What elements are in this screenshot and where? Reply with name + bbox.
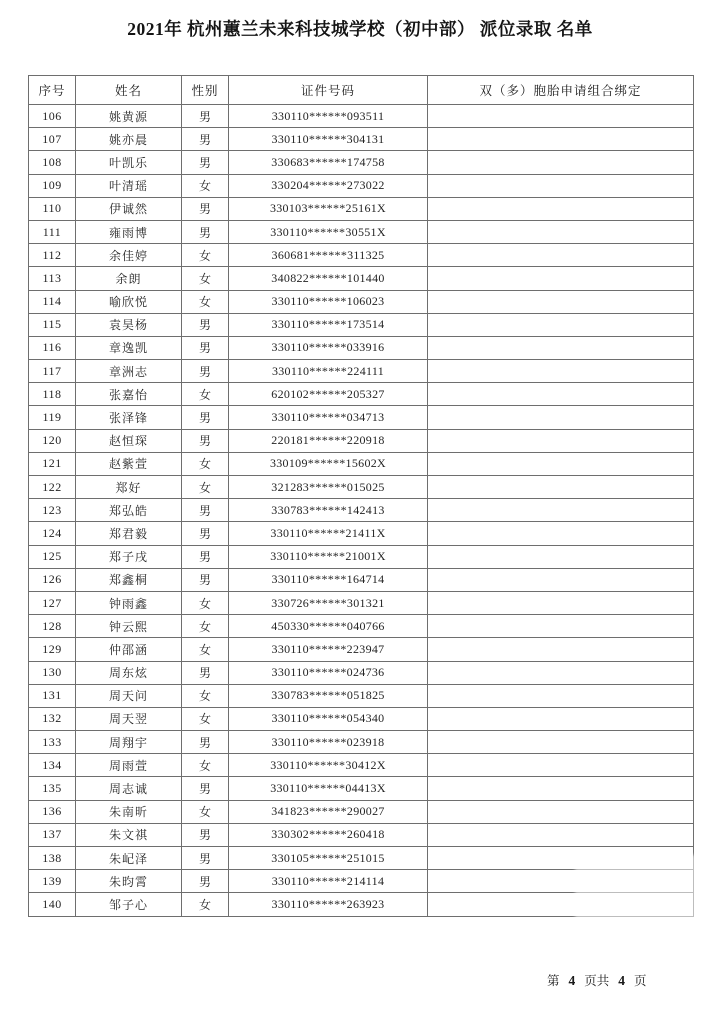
cell-twin-binding (428, 267, 694, 290)
cell-gender: 男 (182, 522, 229, 545)
cell-twin-binding (428, 499, 694, 522)
header-cell: 序号 (29, 76, 76, 105)
cell-gender: 女 (182, 638, 229, 661)
cell-student-name: 章逸凯 (76, 336, 182, 359)
cell-id-number: 330110******164714 (229, 568, 428, 591)
roster-table-body (29, 105, 694, 917)
cell-student-name: 郑好 (76, 476, 182, 499)
cell-gender: 男 (182, 128, 229, 151)
cell-twin-binding (428, 777, 694, 800)
table-row (29, 545, 694, 568)
cell-student-name: 赵紫萱 (76, 452, 182, 475)
cell-serial-number: 114 (29, 290, 76, 313)
cell-twin-binding (428, 128, 694, 151)
table-row (29, 568, 694, 591)
cell-id-number: 330110******304131 (229, 128, 428, 151)
watermark (588, 938, 698, 956)
cell-student-name: 章洲志 (76, 360, 182, 383)
cell-gender: 女 (182, 383, 229, 406)
cell-twin-binding (428, 197, 694, 220)
cell-student-name: 郑君毅 (76, 522, 182, 545)
table-row (29, 174, 694, 197)
cell-twin-binding (428, 290, 694, 313)
cell-id-number: 220181******220918 (229, 429, 428, 452)
cell-gender: 男 (182, 151, 229, 174)
table-row (29, 499, 694, 522)
cell-gender: 男 (182, 429, 229, 452)
cell-student-name: 朱文祺 (76, 823, 182, 846)
cell-id-number: 330683******174758 (229, 151, 428, 174)
cell-id-number: 321283******015025 (229, 476, 428, 499)
cell-serial-number: 130 (29, 661, 76, 684)
cell-id-number: 330110******106023 (229, 290, 428, 313)
cell-gender: 男 (182, 545, 229, 568)
table-row (29, 870, 694, 893)
cell-serial-number: 138 (29, 847, 76, 870)
cell-student-name: 郑鑫桐 (76, 568, 182, 591)
cell-student-name: 仲邵涵 (76, 638, 182, 661)
cell-id-number: 330110******214114 (229, 870, 428, 893)
cell-twin-binding (428, 893, 694, 916)
cell-id-number: 330110******21411X (229, 522, 428, 545)
cell-gender: 男 (182, 661, 229, 684)
cell-gender: 女 (182, 244, 229, 267)
table-row (29, 661, 694, 684)
table-row (29, 476, 694, 499)
cell-student-name: 周天翌 (76, 707, 182, 730)
cell-twin-binding (428, 244, 694, 267)
cell-twin-binding (428, 383, 694, 406)
cell-student-name: 钟雨鑫 (76, 591, 182, 614)
cell-serial-number: 125 (29, 545, 76, 568)
cell-gender: 男 (182, 105, 229, 128)
cell-serial-number: 108 (29, 151, 76, 174)
cell-student-name: 伊诚然 (76, 197, 182, 220)
cell-gender: 女 (182, 684, 229, 707)
cell-gender: 女 (182, 476, 229, 499)
cell-serial-number: 124 (29, 522, 76, 545)
footer-middle-label: 页共 (584, 974, 610, 988)
cell-student-name: 雍雨博 (76, 220, 182, 243)
cell-serial-number: 106 (29, 105, 76, 128)
cell-serial-number: 113 (29, 267, 76, 290)
cell-id-number: 330110******224111 (229, 360, 428, 383)
cell-twin-binding (428, 731, 694, 754)
cell-twin-binding (428, 754, 694, 777)
cell-id-number: 360681******311325 (229, 244, 428, 267)
table-row (29, 522, 694, 545)
cell-student-name: 朱昀霄 (76, 870, 182, 893)
cell-serial-number: 136 (29, 800, 76, 823)
cell-serial-number: 135 (29, 777, 76, 800)
header-row (29, 76, 694, 105)
table-row (29, 591, 694, 614)
cell-serial-number: 131 (29, 684, 76, 707)
cell-student-name: 姚黄源 (76, 105, 182, 128)
cell-twin-binding (428, 336, 694, 359)
cell-gender: 男 (182, 777, 229, 800)
cell-serial-number: 120 (29, 429, 76, 452)
table-row (29, 754, 694, 777)
cell-gender: 女 (182, 452, 229, 475)
cell-student-name: 郑子戌 (76, 545, 182, 568)
cell-id-number: 330110******034713 (229, 406, 428, 429)
cell-id-number: 330109******15602X (229, 452, 428, 475)
table-row (29, 220, 694, 243)
cell-gender: 女 (182, 615, 229, 638)
page-number-footer (544, 971, 650, 989)
cell-serial-number: 128 (29, 615, 76, 638)
cell-id-number: 341823******290027 (229, 800, 428, 823)
cell-gender: 男 (182, 499, 229, 522)
cell-id-number: 340822******101440 (229, 267, 428, 290)
cell-id-number: 330105******251015 (229, 847, 428, 870)
cell-id-number: 330302******260418 (229, 823, 428, 846)
cell-twin-binding (428, 429, 694, 452)
table-row (29, 893, 694, 916)
cell-twin-binding (428, 847, 694, 870)
roster-table-header (29, 76, 694, 105)
cell-gender: 男 (182, 870, 229, 893)
cell-serial-number: 126 (29, 568, 76, 591)
cell-twin-binding (428, 568, 694, 591)
cell-gender: 男 (182, 847, 229, 870)
cell-twin-binding (428, 174, 694, 197)
table-row (29, 800, 694, 823)
table-row (29, 452, 694, 475)
table-row (29, 313, 694, 336)
cell-serial-number: 127 (29, 591, 76, 614)
cell-id-number: 330110******263923 (229, 893, 428, 916)
table-row (29, 707, 694, 730)
cell-twin-binding (428, 522, 694, 545)
table-row (29, 128, 694, 151)
table-row (29, 197, 694, 220)
footer-prefix-label: 第 (547, 974, 560, 988)
cell-gender: 男 (182, 336, 229, 359)
table-row (29, 105, 694, 128)
cell-student-name: 余佳婷 (76, 244, 182, 267)
cell-id-number: 620102******205327 (229, 383, 428, 406)
table-row (29, 290, 694, 313)
cell-serial-number: 110 (29, 197, 76, 220)
cell-serial-number: 123 (29, 499, 76, 522)
cell-id-number: 450330******040766 (229, 615, 428, 638)
header-cell: 性别 (182, 76, 229, 105)
cell-twin-binding (428, 870, 694, 893)
table-row (29, 244, 694, 267)
cell-gender: 男 (182, 313, 229, 336)
cell-id-number: 330110******024736 (229, 661, 428, 684)
cell-student-name: 叶清瑶 (76, 174, 182, 197)
roster-table (28, 75, 694, 917)
cell-student-name: 邹子心 (76, 893, 182, 916)
cell-student-name: 周志诚 (76, 777, 182, 800)
cell-twin-binding (428, 707, 694, 730)
cell-serial-number: 112 (29, 244, 76, 267)
cell-twin-binding (428, 151, 694, 174)
cell-serial-number: 133 (29, 731, 76, 754)
cell-twin-binding (428, 800, 694, 823)
cell-id-number: 330783******142413 (229, 499, 428, 522)
cell-student-name: 周东炫 (76, 661, 182, 684)
cell-student-name: 朱屺泽 (76, 847, 182, 870)
cell-twin-binding (428, 661, 694, 684)
table-row (29, 731, 694, 754)
cell-id-number: 330110******30412X (229, 754, 428, 777)
cell-twin-binding (428, 452, 694, 475)
cell-id-number: 330110******023918 (229, 731, 428, 754)
cell-id-number: 330103******25161X (229, 197, 428, 220)
cell-id-number: 330110******054340 (229, 707, 428, 730)
cell-serial-number: 116 (29, 336, 76, 359)
cell-serial-number: 121 (29, 452, 76, 475)
table-row (29, 336, 694, 359)
table-row (29, 151, 694, 174)
table-row (29, 615, 694, 638)
cell-student-name: 叶凯乐 (76, 151, 182, 174)
cell-id-number: 330726******301321 (229, 591, 428, 614)
cell-student-name: 周雨萱 (76, 754, 182, 777)
cell-serial-number: 111 (29, 220, 76, 243)
cell-twin-binding (428, 476, 694, 499)
cell-gender: 女 (182, 754, 229, 777)
cell-twin-binding (428, 545, 694, 568)
cell-serial-number: 134 (29, 754, 76, 777)
cell-serial-number: 109 (29, 174, 76, 197)
cell-id-number: 330110******173514 (229, 313, 428, 336)
cell-gender: 女 (182, 800, 229, 823)
footer-page-number: 4 (568, 973, 576, 988)
cell-student-name: 余朗 (76, 267, 182, 290)
cell-twin-binding (428, 615, 694, 638)
cell-twin-binding (428, 105, 694, 128)
table-row (29, 360, 694, 383)
cell-id-number: 330110******21001X (229, 545, 428, 568)
cell-gender: 女 (182, 290, 229, 313)
cell-serial-number: 140 (29, 893, 76, 916)
cell-serial-number: 137 (29, 823, 76, 846)
header-cell: 双（多）胞胎申请组合绑定 (428, 76, 694, 105)
cell-serial-number: 129 (29, 638, 76, 661)
cell-gender: 男 (182, 360, 229, 383)
cell-student-name: 张嘉怡 (76, 383, 182, 406)
cell-twin-binding (428, 823, 694, 846)
cell-gender: 女 (182, 893, 229, 916)
cell-gender: 男 (182, 568, 229, 591)
cell-id-number: 330204******273022 (229, 174, 428, 197)
cell-twin-binding (428, 684, 694, 707)
cell-student-name: 周翔宇 (76, 731, 182, 754)
cell-serial-number: 122 (29, 476, 76, 499)
cell-twin-binding (428, 220, 694, 243)
cell-gender: 女 (182, 174, 229, 197)
table-row (29, 638, 694, 661)
cell-student-name: 赵恒琛 (76, 429, 182, 452)
cell-gender: 女 (182, 707, 229, 730)
cell-twin-binding (428, 360, 694, 383)
cell-student-name: 钟云熙 (76, 615, 182, 638)
cell-serial-number: 107 (29, 128, 76, 151)
cell-gender: 女 (182, 591, 229, 614)
cell-serial-number: 119 (29, 406, 76, 429)
cell-id-number: 330110******04413X (229, 777, 428, 800)
cell-gender: 男 (182, 197, 229, 220)
cell-student-name: 周天问 (76, 684, 182, 707)
footer-suffix-label: 页 (634, 974, 647, 988)
cell-student-name: 喻欣悦 (76, 290, 182, 313)
cell-gender: 男 (182, 731, 229, 754)
cell-id-number: 330110******30551X (229, 220, 428, 243)
cell-serial-number: 117 (29, 360, 76, 383)
table-row (29, 777, 694, 800)
cell-student-name: 张泽锋 (76, 406, 182, 429)
header-cell: 姓名 (76, 76, 182, 105)
footer-total-pages: 4 (618, 973, 626, 988)
cell-student-name: 姚亦晨 (76, 128, 182, 151)
cell-twin-binding (428, 638, 694, 661)
table-row (29, 267, 694, 290)
cell-student-name: 郑弘皓 (76, 499, 182, 522)
cell-id-number: 330783******051825 (229, 684, 428, 707)
cell-gender: 男 (182, 823, 229, 846)
table-row (29, 684, 694, 707)
cell-serial-number: 115 (29, 313, 76, 336)
cell-gender: 女 (182, 267, 229, 290)
table-row (29, 847, 694, 870)
table-row (29, 429, 694, 452)
cell-gender: 男 (182, 220, 229, 243)
table-row (29, 383, 694, 406)
cell-gender: 男 (182, 406, 229, 429)
cell-student-name: 朱南昕 (76, 800, 182, 823)
cell-id-number: 330110******093511 (229, 105, 428, 128)
page-title: 2021年 杭州蕙兰未来科技城学校（初中部） 派位录取 名单 (127, 19, 593, 39)
cell-student-name: 袁昊杨 (76, 313, 182, 336)
table-row (29, 406, 694, 429)
cell-serial-number: 118 (29, 383, 76, 406)
cell-twin-binding (428, 406, 694, 429)
cell-serial-number: 139 (29, 870, 76, 893)
table-row (29, 823, 694, 846)
cell-id-number: 330110******223947 (229, 638, 428, 661)
cell-twin-binding (428, 591, 694, 614)
cell-id-number: 330110******033916 (229, 336, 428, 359)
cell-serial-number: 132 (29, 707, 76, 730)
header-cell: 证件号码 (229, 76, 428, 105)
cell-twin-binding (428, 313, 694, 336)
